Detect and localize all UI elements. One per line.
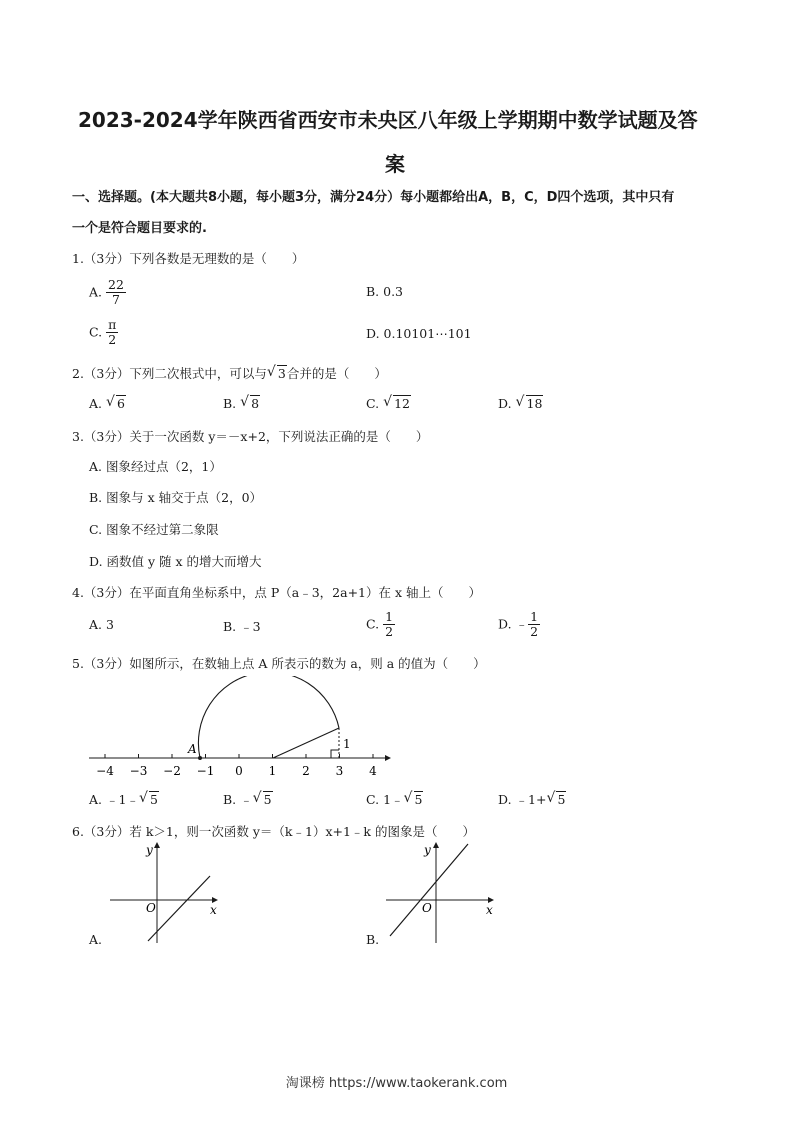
point-a — [198, 756, 202, 760]
y-axis-label: y — [424, 843, 431, 857]
function-line — [390, 844, 468, 936]
x-axis-label: x — [210, 903, 217, 917]
question-2-option-a: A. √ 6 — [89, 396, 126, 411]
radical: √ 5 — [404, 792, 424, 807]
fraction: $\frac{\pi}{2}$ — [108, 317, 117, 348]
question-4-stem: 4.（3分）在平面直角坐标系中，点 P（a﹣3，2a+1）在 x 轴上（ ） — [72, 585, 481, 600]
point-a-label: A — [188, 742, 197, 756]
fraction: $\frac{1}{2}$ — [530, 609, 539, 640]
y-axis-arrow-icon — [433, 842, 439, 848]
question-2-option-d: D. √ 18 — [498, 396, 543, 411]
question-2-stem: 2.（3分）下列二次根式中，可以与√ 3合并的是（ ） — [72, 364, 387, 382]
question-3-option-c: C. 图象不经过第二象限 — [89, 522, 219, 537]
radical: √ 18 — [516, 396, 544, 411]
question-1-option-c: C. $\frac{\pi}{2}$ — [89, 317, 117, 348]
page-title: 2023-2024学年陕西省西安市未央区八年级上学期期中数学试题及答 — [78, 108, 698, 132]
tick-label: 2 — [302, 764, 310, 778]
question-1-option-d: D. 0.10101⋯101 — [366, 326, 472, 341]
radical: √ 12 — [383, 396, 411, 411]
section-heading: 一、选择题。(本大题共8小题，每小题3分，满分24分）每小题都给出A，B，C，D四个选项，其中只有 — [72, 190, 675, 205]
tick-label: −4 — [96, 764, 114, 778]
question-1-stem: 1.（3分）下列各数是无理数的是（ ） — [72, 251, 305, 266]
question-5-stem: 5.（3分）如图所示，在数轴上点 A 所表示的数为 a，则 a 的值为（ ） — [72, 656, 486, 671]
question-6-stem: 6.（3分）若 k＞1，则一次函数 y＝（k﹣1）x+1﹣k 的图象是（ ） — [72, 824, 475, 839]
question-3-stem: 3.（3分）关于一次函数 y＝－x+2，下列说法正确的是（ ） — [72, 429, 429, 444]
radical: √ 5 — [139, 792, 159, 807]
question-4-option-a: A. 3 — [89, 617, 114, 632]
y-axis-arrow-icon — [154, 842, 160, 848]
question-2-option-c: C. √ 12 — [366, 396, 411, 411]
graph-option-b-label: B. — [366, 932, 380, 947]
number-line-figure — [85, 676, 395, 780]
radical: √ 5 — [253, 792, 273, 807]
question-5-option-a: A. ﹣1﹣√ 5 — [89, 790, 159, 808]
page-title-cont: 案 — [385, 152, 405, 176]
origin-label: O — [422, 901, 432, 915]
fraction: $\frac{22}{7}$ — [108, 277, 124, 308]
graph-option-a — [100, 838, 230, 948]
tick-label: −3 — [129, 764, 148, 778]
graph-option-b — [376, 838, 506, 948]
y-axis-label: y — [146, 843, 153, 857]
question-5-option-b: B. ﹣√ 5 — [223, 790, 273, 808]
hypotenuse-segment — [273, 728, 339, 758]
axis-arrow-icon — [385, 755, 391, 761]
question-4-option-d: D. ﹣ $\frac{1}{2}$ — [498, 609, 539, 640]
tick-label: 3 — [335, 764, 344, 778]
height-label: 1 — [343, 737, 351, 751]
footer-watermark: 淘课榜 https://www.taokerank.com — [285, 1076, 508, 1091]
tick-label: −2 — [163, 764, 181, 778]
question-4-option-c: C. $\frac{1}{2}$ — [366, 609, 394, 640]
radical: √ 5 — [546, 792, 566, 807]
question-4-option-b: B. ﹣3 — [223, 619, 261, 634]
question-3-option-a: A. 图象经过点（2，1） — [89, 459, 222, 474]
x-axis-label: x — [486, 903, 493, 917]
question-1-option-b: B. 0.3 — [366, 284, 404, 299]
fraction: $\frac{1}{2}$ — [385, 609, 394, 640]
right-angle-mark — [331, 750, 339, 758]
section-heading-cont: 一个是符合题目要求的. — [72, 221, 207, 236]
question-5-option-c: C. 1﹣√ 5 — [366, 790, 423, 808]
question-1-option-a: A. $\frac{22}{7}$ — [89, 277, 124, 308]
tick-marks — [105, 754, 373, 758]
question-3-option-d: D. 函数值 y 随 x 的增大而增大 — [89, 554, 262, 569]
origin-label: O — [146, 901, 156, 915]
question-3-option-b: B. 图象与 x 轴交于点（2，0） — [89, 490, 263, 505]
tick-labels — [96, 764, 377, 778]
arc — [198, 676, 339, 758]
tick-label: −1 — [196, 764, 215, 778]
radical: √ 3 — [267, 366, 287, 381]
graph-option-a-label: A. — [89, 932, 103, 947]
question-2-option-b: B. √ 8 — [223, 396, 260, 411]
tick-label: 1 — [268, 764, 277, 778]
question-5-option-d: D. ﹣1+√ 5 — [498, 790, 566, 808]
radical: √ 8 — [240, 396, 260, 411]
tick-label: 0 — [235, 764, 243, 778]
radical: √ 6 — [106, 396, 126, 411]
tick-label: 4 — [369, 764, 377, 778]
